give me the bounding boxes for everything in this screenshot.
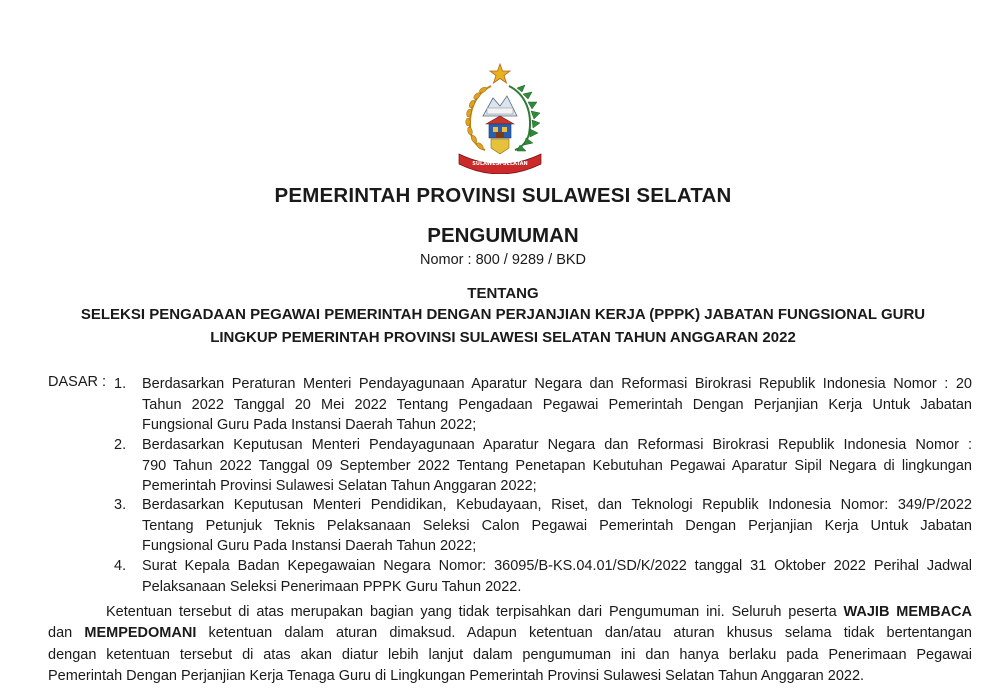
closing-paragraph xyxy=(48,602,972,687)
document-number: Nomor : 800 / 9289 / BKD xyxy=(419,252,587,268)
emphasis-mempedomani: MEMPEDOMANI xyxy=(84,625,197,642)
item-number: 4. xyxy=(114,558,127,574)
paragraph-line: Ketentuan tersebut di atas merupakan bagian yang tidak terpisahkan dari Pengumuman ini. Seluruh peserta WAJIB MEMBACA xyxy=(106,604,972,620)
item-line: Surat Kepala Badan Kepegawaian Negara Nomor: 36095/B-KS.04.01/SD/K/2022 tanggal 31 Oktober 2022 Perihal Jadwal xyxy=(142,558,972,574)
emphasis-wajib-membaca: WAJIB MEMBACA xyxy=(843,604,972,620)
paragraph-line: dan MEMPEDOMANI ketentuan dalam aturan dimaksud. Adapun ketentuan dan/atau aturan khusus selama tidak bertentangan xyxy=(48,625,972,642)
item-number: 3. xyxy=(114,497,127,513)
item-line: Tentang Petunjuk Teknis Pelaksanaan Seleksi Calon Pegawai Pemerintah Dengan Perjanjian Kerja Untuk Jabatan xyxy=(142,517,972,534)
item-line: Berdasarkan Keputusan Menteri Pendayagunaan Aparatur Negara dan Reformasi Birokrasi Republik Indonesia Nomor : xyxy=(142,437,972,453)
rice-stalk-icon xyxy=(466,86,491,150)
item-number: 1. xyxy=(114,376,127,392)
item-line: Berdasarkan Peraturan Menteri Pendayagunaan Aparatur Negara dan Reformasi Birokrasi Republik Indonesia Nomor : 20 xyxy=(142,376,972,392)
palm-leaf-icon xyxy=(509,85,540,151)
announcement-title: PENGUMUMAN xyxy=(427,224,579,247)
item-line: 790 Tahun 2022 Tanggal 09 September 2022 Tentang Penetapan Kebutuhan Pegawai Aparatur Sipil Negara di lingkungan xyxy=(142,457,972,474)
item-line: Fungsional Guru Pada Instansi Daerah Tahun 2022; xyxy=(142,538,477,555)
item-line: Berdasarkan Keputusan Menteri Pendidikan, Kebudayaan, Riset, dan Teknologi Republik Indonesia Nomor: 349/P/2022 xyxy=(142,497,972,513)
dasar-item-2 xyxy=(114,435,972,497)
item-line: Pemerintah Provinsi Sulawesi Selatan Tahun Anggaran 2022; xyxy=(142,478,537,495)
traditional-house-icon xyxy=(486,116,514,138)
dasar-item-1 xyxy=(114,374,972,436)
item-line: Tahun 2022 Tanggal 20 Mei 2022 Tentang Pengadaan Pegawai Pemerintah Dengan Perjanjian Kerja Untuk Jabatan xyxy=(142,396,972,413)
star-icon xyxy=(490,64,510,83)
paragraph-line: Pemerintah Dengan Perjanjian Kerja Tenaga Guru di Lingkungan Pemerintah Provinsi Sulawesi Selatan Tahun Anggaran 2022. xyxy=(48,667,865,684)
svg-text:SULAWESI SELATAN: SULAWESI SELATAN xyxy=(472,161,528,167)
provincial-emblem-logo xyxy=(453,62,547,174)
dasar-colon: : xyxy=(102,374,107,390)
dasar-item-3 xyxy=(114,495,972,557)
dasar-label: DASAR xyxy=(48,374,98,390)
subject-line-1: SELEKSI PENGADAAN PEGAWAI PEMERINTAH DENGAN PERJANJIAN KERJA (PPPK) JABATAN FUNGSIONAL GURU xyxy=(80,306,926,323)
item-number: 2. xyxy=(114,437,127,453)
about-heading: TENTANG xyxy=(467,285,539,302)
paragraph-line: dengan ketentuan tersebut di atas akan diatur lebih lanjut dalam pengumuman ini dan hanya berlaku pada Penerimaan Pegawai xyxy=(48,646,972,663)
item-line: Fungsional Guru Pada Instansi Daerah Tahun 2022; xyxy=(142,417,477,434)
item-line: Pelaksanaan Seleksi Penerimaan PPPK Guru Tahun 2022. xyxy=(142,578,522,595)
subject-line-2: LINGKUP PEMERINTAH PROVINSI SULAWESI SELATAN TAHUN ANGGARAN 2022 xyxy=(210,329,796,346)
dasar-item-4 xyxy=(114,556,972,597)
government-title: PEMERINTAH PROVINSI SULAWESI SELATAN xyxy=(274,184,732,207)
